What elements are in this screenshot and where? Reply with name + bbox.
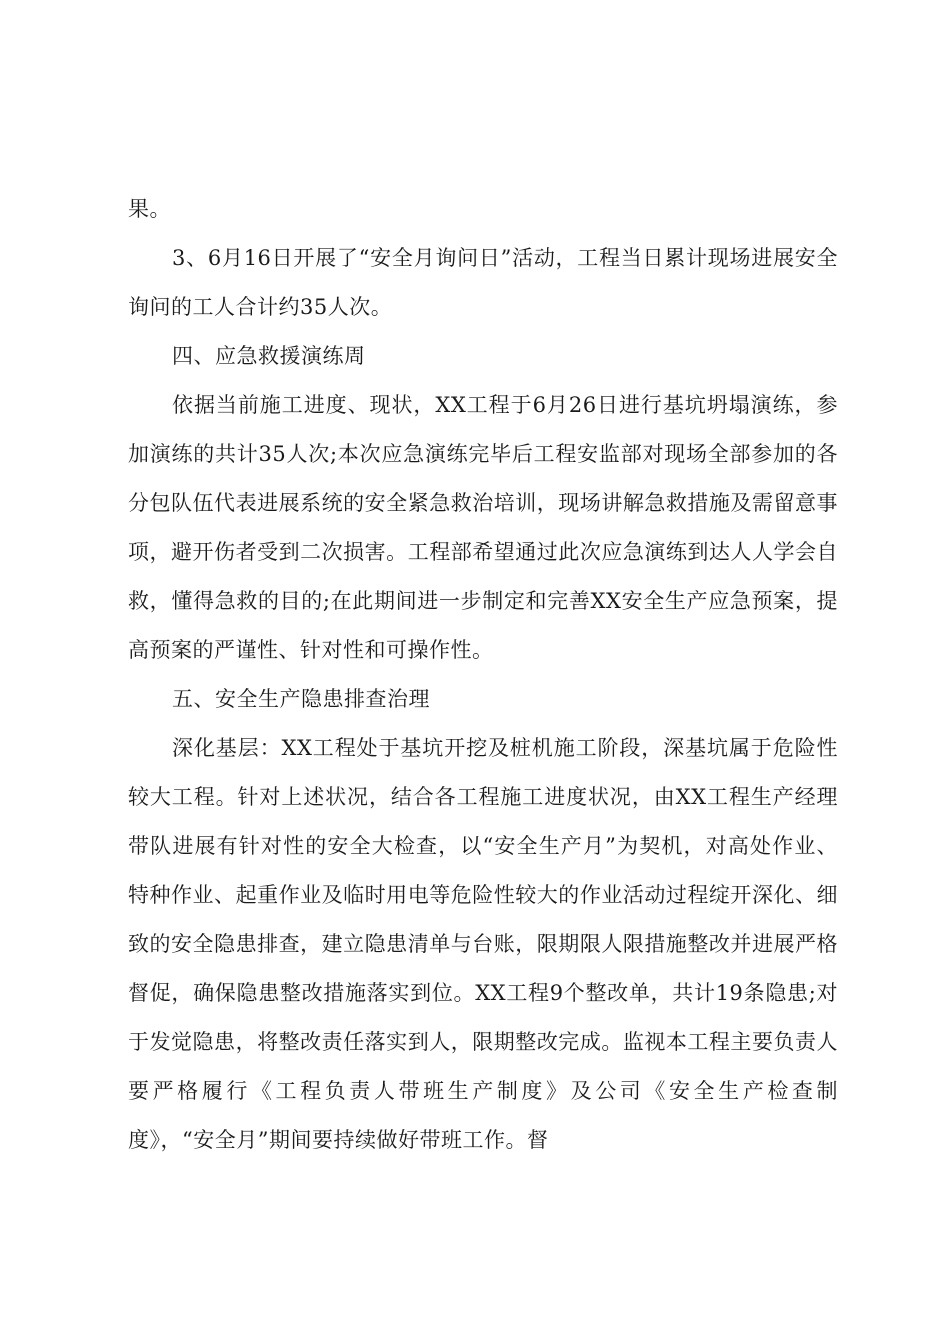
- paragraph-hazard-inspection: 深化基层：XX工程处于基坑开挖及桩机施工阶段，深基坑属于危险性较大工程。针对上述状况，结合各工程施工进度状况，由XX工程生产经理带队进展有针对性的安全大检查，以“安全生产月”为契机，对高处作业、特种作业、起重作业及临时用电等危险性较大的作业活动过程绽开深化、细致的安全隐患排查，建立隐患清单与台账，限期限人限措施整改并进展严格督促，确保隐患整改措施落实到位。XX工程9个整改单，共计19条隐患;对于发觉隐患，将整改责任落实到人，限期整改完成。监视本工程主要负责人要严格履行《工程负责人带班生产制度》及公司《安全生产检查制度》，“安全月”期间要持续做好带班工作。督: [128, 736, 838, 1152]
- paragraph-emergency-drill: 依据当前施工进度、现状，XX工程于6月26日进行基坑坍塌演练，参加演练的共计35人次;本次应急演练完毕后工程安监部对现场全部参加的各分包队伍代表进展系统的安全紧急救治培训，现场讲解急救措施及需留意事项，避开伤者受到二次损害。工程部希望通过此次应急演练到达人人学会自救，懂得急救的目的;在此期间进一步制定和完善XX安全生产应急预案，提高预案的严谨性、针对性和可操作性。: [128, 393, 838, 662]
- paragraph-continuation: 果。: [128, 197, 171, 221]
- section-heading-5: 五、安全生产隐患排查治理: [172, 687, 430, 711]
- section-heading-4: 四、应急救援演练周: [172, 344, 366, 368]
- paragraph-item-3: 3、6月16日开展了“安全月询问日”活动，工程当日累计现场进展安全询问的工人合计约35人次。: [128, 246, 838, 319]
- document-body: [128, 185, 838, 1165]
